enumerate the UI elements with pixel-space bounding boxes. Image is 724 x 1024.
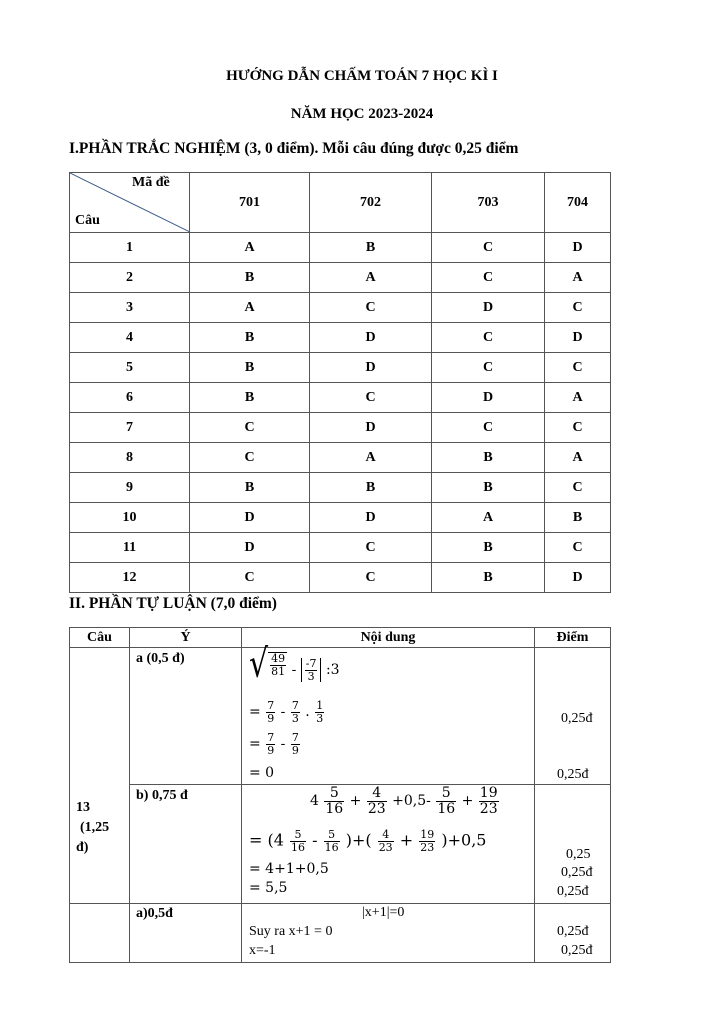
mcq-row xyxy=(70,413,611,443)
part-c-label: a)0,5đ xyxy=(136,906,173,921)
answer-cell: C xyxy=(432,263,545,293)
score: 0,25đ xyxy=(561,865,593,880)
mcq-row xyxy=(70,263,611,293)
answer-cell: B xyxy=(432,473,545,503)
part-b-line-4: = 5,5 xyxy=(249,880,288,896)
answer-cell: B xyxy=(190,473,310,503)
answer-cell: B xyxy=(432,443,545,473)
answer-cell: B xyxy=(190,353,310,383)
score: 0,25đ xyxy=(557,924,589,939)
answer-cell: C xyxy=(190,443,310,473)
question-number-cell: 11 xyxy=(70,533,190,563)
question-number-cell: 7 xyxy=(70,413,190,443)
answer-cell: D xyxy=(545,233,611,263)
header-score: Điểm xyxy=(535,628,611,648)
answer-cell: D xyxy=(310,413,432,443)
answer-cell: B xyxy=(432,563,545,593)
essay-row-a xyxy=(70,648,611,785)
part-b-score xyxy=(535,785,611,904)
mcq-row xyxy=(70,503,611,533)
answer-cell: D xyxy=(432,293,545,323)
part-a-label: a (0,5 đ) xyxy=(136,651,185,666)
part-b-label-cell xyxy=(130,785,242,904)
mcq-row xyxy=(70,323,611,353)
part-c-line-1: |x+1|=0 xyxy=(362,905,405,920)
answer-cell: B xyxy=(190,383,310,413)
part-b-label: b) 0,75 đ xyxy=(136,788,188,803)
question-points: (1,25 xyxy=(80,820,110,835)
school-year: NĂM HỌC 2023-2024 xyxy=(290,106,434,122)
answer-cell: C xyxy=(545,473,611,503)
part-b-line-2: = (4 $\frac{5}{16}$ - $\frac{5}{16}$ )+( $\frac{4}{23}$ + $\frac{19}{23}$ )+0,5 xyxy=(249,828,487,854)
part-a-label-cell xyxy=(130,648,242,785)
score: 0,25đ xyxy=(561,943,593,958)
answer-cell: C xyxy=(432,353,545,383)
answer-cell: B xyxy=(432,533,545,563)
essay-row-c xyxy=(70,904,611,963)
answer-cell: C xyxy=(432,413,545,443)
question-13-cell xyxy=(70,648,130,904)
question-number: 13 xyxy=(76,800,90,815)
score: 0,25đ xyxy=(557,884,589,899)
essay-grading-table xyxy=(69,627,611,963)
essay-header-row xyxy=(70,628,611,648)
question-number-cell: 9 xyxy=(70,473,190,503)
question-cell-empty xyxy=(70,904,130,963)
code-header: 702 xyxy=(310,173,432,233)
part-a-content xyxy=(242,641,535,785)
question-number-cell: 4 xyxy=(70,323,190,353)
part1-heading: I.PHẦN TRẮC NGHIỆM (3, 0 điểm). Mỗi câu đúng được 0,25 điểm xyxy=(69,140,519,157)
answer-cell: B xyxy=(190,323,310,353)
answer-cell: C xyxy=(432,233,545,263)
question-number-cell: 6 xyxy=(70,383,190,413)
essay-row-b xyxy=(70,785,611,904)
answer-cell: C xyxy=(310,533,432,563)
header-cau: Câu xyxy=(70,628,130,648)
part-a-line-3: = $\frac{7}{9}$ - $\frac{7}{9}$ xyxy=(249,731,299,757)
answer-cell: A xyxy=(310,263,432,293)
code-header: 701 xyxy=(190,173,310,233)
answer-cell: C xyxy=(545,413,611,443)
part-a-line-2: = $\frac{7}{9}$ - $\frac{7}{3}$ . $\frac{1}{3}$ xyxy=(249,699,324,725)
part-c-line-3: x=-1 xyxy=(249,943,276,958)
mcq-row xyxy=(70,563,611,593)
answer-cell: C xyxy=(310,563,432,593)
answer-cell: D xyxy=(310,353,432,383)
part-a-line-1: √ $\frac{49}{81}$ - $\frac{-7}{3}$ :3 xyxy=(249,641,340,688)
answer-cell: A xyxy=(545,443,611,473)
part-c-line-2: Suy ra x+1 = 0 xyxy=(249,924,333,939)
code-header: 703 xyxy=(432,173,545,233)
score: 0,25đ xyxy=(557,767,589,782)
answer-cell: D xyxy=(432,383,545,413)
answer-cell: A xyxy=(545,383,611,413)
part2-heading: II. PHẦN TỰ LUẬN (7,0 điểm) xyxy=(69,595,277,612)
corner-label-code: Mã đề xyxy=(132,175,170,190)
part-b-line-3: = 4+1+0,5 xyxy=(249,861,329,877)
mcq-row xyxy=(70,233,611,263)
answer-cell: C xyxy=(432,323,545,353)
part-a-line-4: = 0 xyxy=(249,765,275,781)
answer-cell: D xyxy=(310,503,432,533)
answer-cell: D xyxy=(310,323,432,353)
part-b-line-1: 4 $\frac{5}{16}$ + $\frac{4}{23}$ +0,5- $\frac{5}{16}$ + $\frac{19}{23}$ xyxy=(310,785,498,817)
answer-cell: D xyxy=(190,503,310,533)
mcq-answer-table xyxy=(69,172,611,593)
question-number-cell: 2 xyxy=(70,263,190,293)
question-number-cell: 10 xyxy=(70,503,190,533)
header-content: Nội dung xyxy=(242,628,535,648)
code-header: 704 xyxy=(545,173,611,233)
answer-cell: C xyxy=(310,383,432,413)
part-b-content xyxy=(242,785,535,904)
answer-cell: B xyxy=(310,233,432,263)
mcq-row xyxy=(70,293,611,323)
answer-cell: A xyxy=(545,263,611,293)
part-c-content xyxy=(242,904,535,963)
answer-cell: C xyxy=(310,293,432,323)
answer-cell: A xyxy=(190,233,310,263)
part-c-label-cell xyxy=(130,904,242,963)
mcq-row xyxy=(70,533,611,563)
answer-cell: C xyxy=(545,293,611,323)
score: 0,25 xyxy=(566,847,591,862)
mcq-row xyxy=(70,443,611,473)
part-a-score xyxy=(535,648,611,785)
square-root: √ $\frac{49}{81}$ xyxy=(249,641,286,688)
mcq-row xyxy=(70,383,611,413)
answer-cell: C xyxy=(190,413,310,443)
document-title: HƯỚNG DẪN CHẤM TOÁN 7 HỌC KÌ I xyxy=(226,68,498,84)
answer-cell: C xyxy=(545,353,611,383)
answer-cell: C xyxy=(545,533,611,563)
fraction: $\frac{49}{81}$ xyxy=(271,652,286,678)
corner-label-question: Câu xyxy=(75,213,100,228)
answer-cell: A xyxy=(432,503,545,533)
answer-cell: B xyxy=(190,263,310,293)
answer-cell: B xyxy=(545,503,611,533)
question-number-cell: 3 xyxy=(70,293,190,323)
header-y: Ý xyxy=(130,628,242,648)
question-number-cell: 1 xyxy=(70,233,190,263)
score: 0,25đ xyxy=(561,711,593,726)
answer-cell: D xyxy=(190,533,310,563)
mcq-row xyxy=(70,353,611,383)
answer-cell: D xyxy=(545,563,611,593)
answer-cell: A xyxy=(190,293,310,323)
question-number-cell: 5 xyxy=(70,353,190,383)
answer-cell: D xyxy=(545,323,611,353)
question-number-cell: 12 xyxy=(70,563,190,593)
absolute-value: $\frac{-7}{3}$ xyxy=(301,658,322,682)
question-number-cell: 8 xyxy=(70,443,190,473)
answer-cell: A xyxy=(310,443,432,473)
corner-cell xyxy=(70,173,190,233)
answer-cell: B xyxy=(310,473,432,503)
mcq-header-row xyxy=(70,173,611,233)
answer-cell: C xyxy=(190,563,310,593)
question-points-unit: đ) xyxy=(76,840,89,855)
part-c-score xyxy=(535,904,611,963)
mcq-row xyxy=(70,473,611,503)
